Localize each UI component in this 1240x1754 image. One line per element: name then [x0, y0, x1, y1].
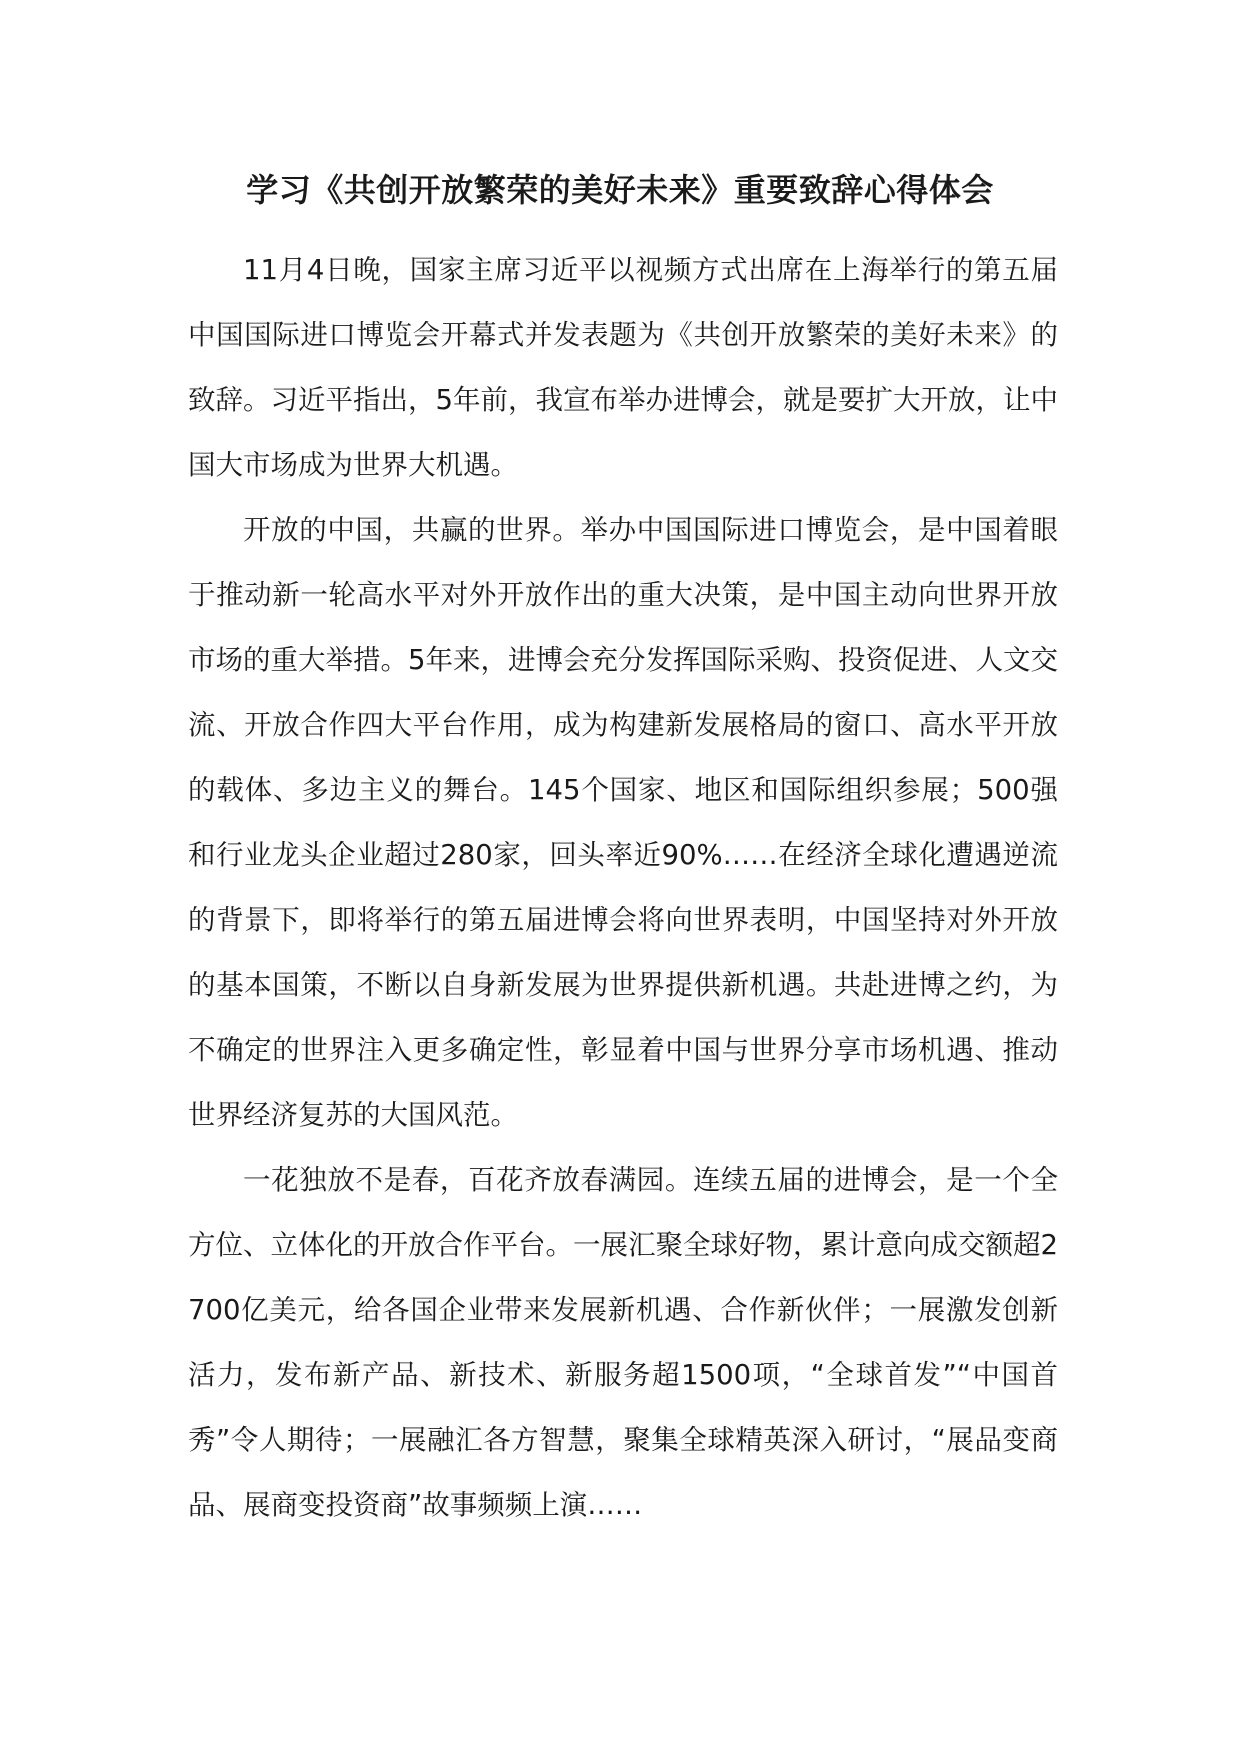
paragraph-1: 11月4日晚，国家主席习近平以视频方式出席在上海举行的第五届中国国际进口博览会开幕式并发表题为《共创开放繁荣的美好未来》的致辞。习近平指出，5年前，我宣布举办进博会，就是要扩大开放，让中国大市场成为世界大机遇。	[188, 254, 1058, 481]
document-title: 学习《共创开放繁荣的美好未来》重要致辞心得体会	[246, 171, 994, 209]
paragraph-2: 开放的中国，共赢的世界。举办中国国际进口博览会，是中国着眼于推动新一轮高水平对外开放作出的重大决策，是中国主动向世界开放市场的重大举措。5年来，进博会充分发挥国际采购、投资促进、人文交流、开放合作四大平台作用，成为构建新发展格局的窗口、高水平开放的载体、多边主义的舞台。145个国家、地区和国际组织参展；500强和行业龙头企业超过280家，回头率近90%……在经济全球化遭遇逆流的背景下，即将举行的第五届进博会将向世界表明，中国坚持对外开放的基本国策，不断以自身新发展为世界提供新机遇。共赴进博之约，为不确定的世界注入更多确定性，彰显着中国与世界分享市场机遇、推动世界经济复苏的大国风范。	[188, 514, 1058, 1131]
document-body	[188, 238, 1058, 1538]
paragraph-3: 一花独放不是春，百花齐放春满园。连续五届的进博会，是一个全方位、立体化的开放合作平台。一展汇聚全球好物，累计意向成交额超2700亿美元，给各国企业带来发展新机遇、合作新伙伴；一展激发创新活力，发布新产品、新技术、新服务超1500项，“全球首发”“中国首秀”令人期待；一展融汇各方智慧，聚集全球精英深入研讨，“展品变商品、展商变投资商”故事频频上演……	[188, 1164, 1058, 1521]
